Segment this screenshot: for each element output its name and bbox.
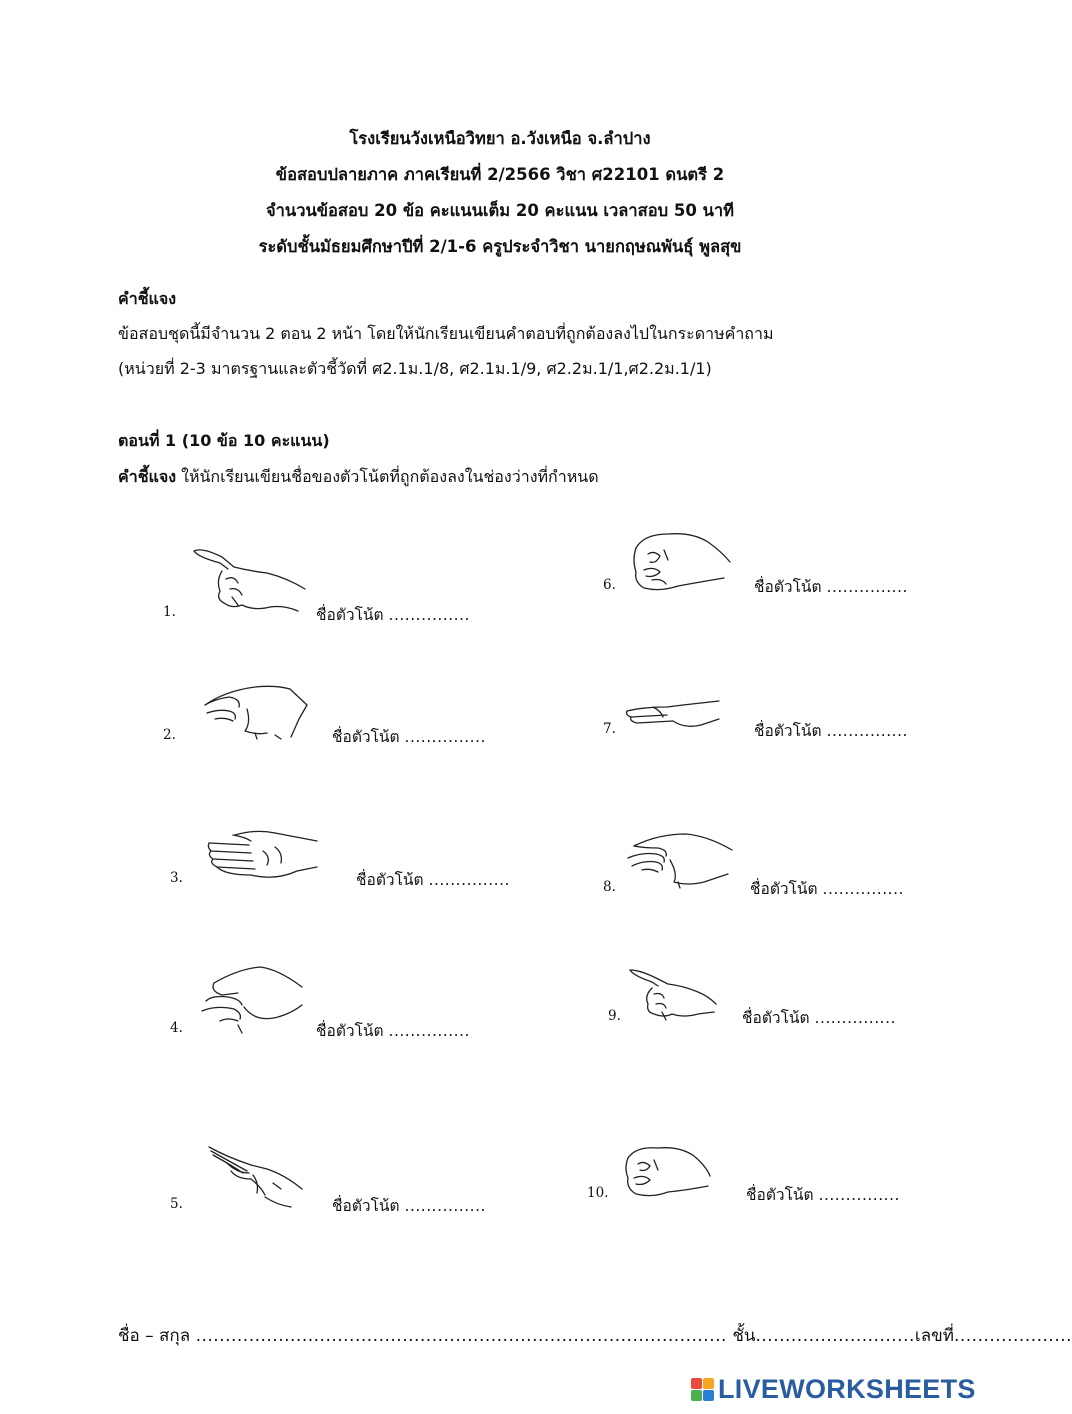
- item-6-blank[interactable]: ...............: [826, 578, 908, 596]
- item-9-answer[interactable]: [742, 1005, 896, 1030]
- item-2-label: ชื่อตัวโน้ต: [332, 728, 400, 746]
- hand-sign-1-icon: [192, 545, 312, 617]
- hand-sign-2-icon: [195, 683, 313, 741]
- hand-sign-7-icon: [623, 697, 721, 733]
- item-7-blank[interactable]: ...............: [826, 722, 908, 740]
- item-3-answer[interactable]: [356, 867, 510, 892]
- exam-title: ข้อสอบปลายภาค ภาคเรียนที่ 2/2566 วิชา ศ22101 ดนตรี 2: [275, 165, 725, 184]
- item-8-number: 8.: [603, 879, 616, 895]
- item-6-number: 6.: [603, 577, 616, 593]
- item-6-answer[interactable]: [754, 574, 908, 599]
- student-number-label: เลขที่: [914, 1326, 954, 1346]
- item-7-answer[interactable]: [754, 718, 908, 743]
- hand-sign-8-icon: [624, 830, 734, 890]
- item-5-blank[interactable]: ...............: [404, 1197, 486, 1215]
- student-info: [118, 1322, 1072, 1349]
- item-4-number: 4.: [170, 1020, 183, 1036]
- item-2-number: 2.: [163, 727, 176, 743]
- item-3-label: ชื่อตัวโน้ต: [356, 871, 424, 889]
- item-9-label: ชื่อตัวโน้ต: [742, 1009, 810, 1027]
- item-5-answer[interactable]: [332, 1193, 486, 1218]
- item-10-number: 10.: [587, 1185, 609, 1201]
- item-5-number: 5.: [170, 1196, 183, 1212]
- item-10-blank[interactable]: ...............: [818, 1186, 900, 1204]
- item-3-blank[interactable]: ...............: [428, 871, 510, 889]
- part1-title: ตอนที่ 1 (10 ข้อ 10 คะแนน): [118, 431, 330, 450]
- class-field[interactable]: ...........................: [755, 1326, 915, 1346]
- item-8-label: ชื่อตัวโน้ต: [750, 880, 818, 898]
- exam-details: จำนวนข้อสอบ 20 ข้อ คะแนนเต็ม 20 คะแนน เวลาสอบ 50 นาที: [265, 201, 734, 220]
- item-1-number: 1.: [163, 604, 176, 620]
- instructions-line2: (หน่วยที่ 2-3 มาตรฐานและตัวชี้วัดที่ ศ2.1ม.1/8, ศ2.1ม.1/9, ศ2.2ม.1/1,ศ2.2ม.1/1): [118, 359, 712, 378]
- liveworksheets-logo: [691, 1374, 976, 1405]
- hand-sign-4-icon: [198, 965, 304, 1035]
- hand-sign-5-icon: [207, 1143, 304, 1213]
- name-field[interactable]: ..........................................................................................: [195, 1326, 727, 1346]
- name-label: ชื่อ – สกุล: [118, 1326, 191, 1346]
- hand-sign-9-icon: [628, 966, 718, 1026]
- item-2-answer[interactable]: [332, 724, 486, 749]
- item-3-number: 3.: [170, 870, 183, 886]
- item-6-label: ชื่อตัวโน้ต: [754, 578, 822, 596]
- student-number-field[interactable]: ....................: [953, 1326, 1072, 1346]
- item-8-answer[interactable]: [750, 876, 904, 901]
- item-7-number: 7.: [603, 721, 616, 737]
- item-10-answer[interactable]: [746, 1182, 900, 1207]
- part1-instruction-text: ให้นักเรียนเขียนชื่อของตัวโน้ตที่ถูกต้องลงในช่องว่างที่กำหนด: [176, 467, 599, 486]
- class-label: ชั้น: [732, 1326, 756, 1346]
- item-9-blank[interactable]: ...............: [814, 1009, 896, 1027]
- item-1-answer[interactable]: [316, 602, 470, 627]
- item-9-number: 9.: [608, 1008, 621, 1024]
- instructions-line1: ข้อสอบชุดนี้มีจำนวน 2 ตอน 2 หน้า โดยให้นักเรียนเขียนคำตอบที่ถูกต้องลงไปในกระดาษคำถาม: [118, 324, 774, 343]
- item-1-label: ชื่อตัวโน้ต: [316, 606, 384, 624]
- item-5-label: ชื่อตัวโน้ต: [332, 1197, 400, 1215]
- part1-instruction-label: คำชี้แจง: [118, 467, 177, 486]
- item-4-label: ชื่อตัวโน้ต: [316, 1022, 384, 1040]
- hand-sign-10-icon: [622, 1144, 712, 1200]
- grade-teacher: ระดับชั้นมัธยมศึกษาปีที่ 2/1-6 ครูประจำวิชา นายกฤษณพันธุ์ พูลสุข: [258, 237, 742, 256]
- liveworksheets-logo-icon: [691, 1378, 714, 1401]
- hand-sign-6-icon: [630, 530, 732, 595]
- item-7-label: ชื่อตัวโน้ต: [754, 722, 822, 740]
- school-name: โรงเรียนวังเหนือวิทยา อ.วังเหนือ จ.ลำปาง: [349, 129, 651, 148]
- part1-instruction: [118, 465, 599, 490]
- item-10-label: ชื่อตัวโน้ต: [746, 1186, 814, 1204]
- hand-sign-3-icon: [205, 827, 320, 883]
- liveworksheets-brand: LIVEWORKSHEETS: [718, 1374, 976, 1404]
- item-8-blank[interactable]: ...............: [822, 880, 904, 898]
- item-4-blank[interactable]: ...............: [388, 1022, 470, 1040]
- item-2-blank[interactable]: ...............: [404, 728, 486, 746]
- instructions-title: คำชี้แจง: [118, 289, 177, 308]
- item-4-answer[interactable]: [316, 1018, 470, 1043]
- item-1-blank[interactable]: ...............: [388, 606, 470, 624]
